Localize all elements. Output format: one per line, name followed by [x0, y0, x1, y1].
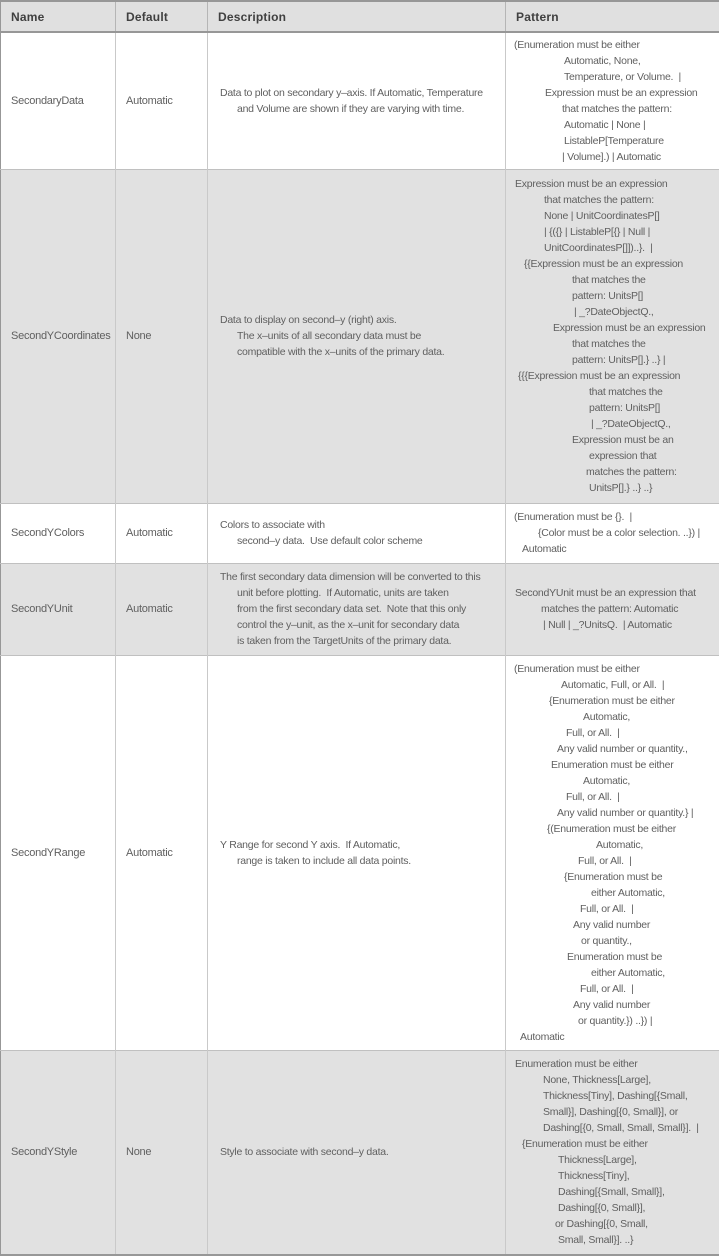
option-default-cell: [116, 1050, 208, 1255]
table-rows: [1, 32, 719, 1255]
option-default-cell: [116, 563, 208, 655]
pattern-line: Small}], Dashing[{0, Small}], or: [543, 1106, 678, 1119]
option-name: SecondYUnit: [11, 603, 73, 615]
pattern-line: (Enumeration must be either: [514, 38, 640, 51]
pattern-line: Automatic: [520, 1030, 565, 1043]
pattern-line: Any valid number or quantity.} |: [557, 806, 694, 819]
option-description-cell: [208, 32, 506, 169]
option-default-value: Automatic: [126, 603, 173, 615]
description-line: is taken from the TargetUnits of the primary data.: [237, 635, 452, 647]
pattern-line: {Enumeration must be either: [522, 1138, 648, 1151]
option-default-value: None: [126, 1146, 152, 1159]
pattern-line: Automatic: [522, 543, 567, 555]
pattern-line: pattern: UnitsP[]: [589, 402, 661, 414]
pattern-line: (Enumeration must be {}. |: [514, 511, 632, 523]
pattern-line: Expression must be an: [572, 434, 674, 446]
option-default-cell: [116, 32, 208, 169]
table-header: [1, 1, 719, 32]
pattern-line: or quantity.,: [581, 934, 632, 947]
pattern-line: {{{Expression must be an expression: [518, 370, 681, 382]
column-header-pattern: Pattern: [506, 1, 719, 32]
pattern-line: either Automatic,: [591, 886, 665, 899]
pattern-line: Expression must be an expression: [515, 178, 668, 190]
pattern-line: {Enumeration must be either: [549, 694, 675, 707]
pattern-line: Dashing[{0, Small, Small, Small}]. |: [543, 1122, 699, 1135]
pattern-line: that matches the: [572, 274, 646, 286]
option-name-cell: [1, 563, 116, 655]
pattern-line: Dashing[{0, Small}],: [558, 1202, 646, 1215]
option-default-value: Automatic: [126, 846, 173, 859]
option-description-cell: [208, 655, 506, 1050]
pattern-line: that matches the: [572, 338, 646, 350]
column-header-description: Description: [208, 1, 506, 32]
table-row: [1, 655, 719, 1050]
pattern-line: Full, or All. |: [578, 854, 632, 867]
description-line: from the first secondary data set. Note that this only: [237, 603, 467, 615]
pattern-line: Any valid number or quantity.,: [557, 742, 688, 755]
pattern-line: Automatic | None |: [564, 118, 646, 131]
pattern-line: | {({} | ListableP[{} | Null |: [544, 226, 651, 238]
description-line: range is taken to include all data points.: [237, 854, 411, 867]
option-pattern-cell: [506, 503, 719, 563]
pattern-line: Expression must be an expression: [545, 86, 698, 99]
pattern-line: expression that: [589, 450, 657, 462]
description-line: control the y–unit, as the x–unit for secondary data: [237, 619, 460, 631]
option-description-cell: [208, 1050, 506, 1255]
pattern-line: Full, or All. |: [580, 902, 634, 915]
pattern-line: matches the pattern:: [586, 466, 677, 478]
option-name: SecondYColors: [11, 527, 85, 539]
table-row: [1, 503, 719, 563]
pattern-line: | Null | _?UnitsQ. | Automatic: [543, 619, 672, 631]
pattern-line: Thickness[Tiny], Dashing[{Small,: [543, 1090, 688, 1103]
pattern-line: or Dashing[{0, Small,: [555, 1218, 648, 1231]
pattern-line: that matches the pattern:: [544, 194, 654, 206]
option-pattern-cell: [506, 655, 719, 1050]
description-line: unit before plotting. If Automatic, units are taken: [237, 587, 449, 599]
pattern-line: {Color must be a color selection. ..}) |: [538, 527, 700, 539]
pattern-line: Any valid number: [573, 918, 651, 931]
pattern-line: (Enumeration must be either: [514, 662, 640, 675]
pattern-line: matches the pattern: Automatic: [541, 603, 679, 615]
pattern-line: either Automatic,: [591, 966, 665, 979]
option-description-cell: [208, 563, 506, 655]
pattern-line: {Enumeration must be: [564, 870, 663, 883]
table-row: [1, 169, 719, 503]
pattern-line: Automatic,: [583, 710, 631, 723]
option-name: SecondYRange: [11, 846, 86, 859]
pattern-line: Enumeration must be either: [515, 1058, 638, 1071]
option-name-cell: [1, 503, 116, 563]
pattern-line: Automatic,: [583, 774, 631, 787]
column-header-default: Default: [116, 1, 208, 32]
pattern-line: or quantity.}) ..}) |: [578, 1014, 653, 1027]
table-row: [1, 32, 719, 169]
description-line: The first secondary data dimension will be converted to this: [220, 571, 481, 583]
pattern-line: Full, or All. |: [580, 982, 634, 995]
description-line: second–y data. Use default color scheme: [237, 535, 423, 547]
option-pattern-cell: [506, 563, 719, 655]
pattern-line: that matches the pattern:: [562, 102, 672, 115]
pattern-line: Enumeration must be: [567, 950, 663, 963]
pattern-line: Any valid number: [573, 998, 651, 1011]
option-default-value: None: [126, 330, 152, 342]
option-default-cell: [116, 655, 208, 1050]
pattern-line: Small, Small}]. ..}: [558, 1234, 634, 1247]
description-line: The x–units of all secondary data must be: [237, 330, 422, 342]
description-line: Style to associate with second–y data.: [220, 1146, 389, 1159]
pattern-line: pattern: UnitsP[].} ..} |: [572, 354, 666, 366]
pattern-line: UnitsP[].} ..} ..}: [589, 482, 653, 494]
option-default-value: Automatic: [126, 94, 173, 107]
pattern-line: Full, or All. |: [566, 726, 620, 739]
option-name-cell: [1, 1050, 116, 1255]
description-line: Y Range for second Y axis. If Automatic,: [220, 838, 401, 851]
pattern-line: Thickness[Large],: [558, 1154, 637, 1167]
column-header-name: Name: [1, 1, 116, 32]
pattern-line: Full, or All. |: [566, 790, 620, 803]
table-row: [1, 563, 719, 655]
option-description-cell: [208, 169, 506, 503]
pattern-line: {{Expression must be an expression: [524, 258, 684, 270]
description-line: Data to display on second–y (right) axis.: [220, 314, 397, 326]
option-name-cell: [1, 655, 116, 1050]
option-name-cell: [1, 169, 116, 503]
option-default-cell: [116, 503, 208, 563]
pattern-line: UnitCoordinatesP[]])..}. |: [544, 242, 653, 254]
pattern-line: pattern: UnitsP[]: [572, 290, 644, 302]
option-description-cell: [208, 503, 506, 563]
pattern-line: Expression must be an expression: [553, 322, 706, 334]
option-name: SecondaryData: [11, 94, 84, 107]
option-name: SecondYCoordinates: [11, 330, 111, 342]
pattern-line: Dashing[{Small, Small}],: [558, 1186, 665, 1199]
option-name: SecondYStyle: [11, 1146, 78, 1159]
description-line: Colors to associate with: [220, 519, 325, 531]
pattern-line: SecondYUnit must be an expression that: [515, 587, 696, 599]
pattern-line: None | UnitCoordinatesP[]: [544, 210, 660, 222]
pattern-line: Automatic, None,: [564, 54, 641, 67]
pattern-line: Automatic, Full, or All. |: [561, 678, 665, 691]
pattern-line: Thickness[Tiny],: [558, 1170, 630, 1183]
option-name-cell: [1, 32, 116, 169]
pattern-line: | _?DateObjectQ.,: [574, 306, 654, 318]
option-default-value: Automatic: [126, 527, 173, 539]
option-default-cell: [116, 169, 208, 503]
pattern-line: | _?DateObjectQ.,: [591, 418, 671, 430]
pattern-line: {(Enumeration must be either: [547, 822, 676, 835]
option-pattern-cell: [506, 1050, 719, 1255]
pattern-line: Temperature, or Volume. |: [564, 70, 682, 83]
description-line: compatible with the x–units of the primary data.: [237, 346, 445, 358]
pattern-line: Automatic,: [596, 838, 644, 851]
description-line: and Volume are shown if they are varying with time.: [237, 102, 465, 115]
option-pattern-cell: [506, 169, 719, 503]
pattern-line: that matches the: [589, 386, 663, 398]
table-row: [1, 1050, 719, 1255]
option-pattern-cell: [506, 32, 719, 169]
description-line: Data to plot on secondary y–axis. If Automatic, Temperature: [220, 86, 483, 99]
pattern-line: ListableP[Temperature: [564, 134, 664, 147]
pattern-line: | Volume].) | Automatic: [562, 150, 661, 163]
pattern-line: None, Thickness[Large],: [543, 1074, 651, 1087]
pattern-line: Enumeration must be either: [551, 758, 674, 771]
